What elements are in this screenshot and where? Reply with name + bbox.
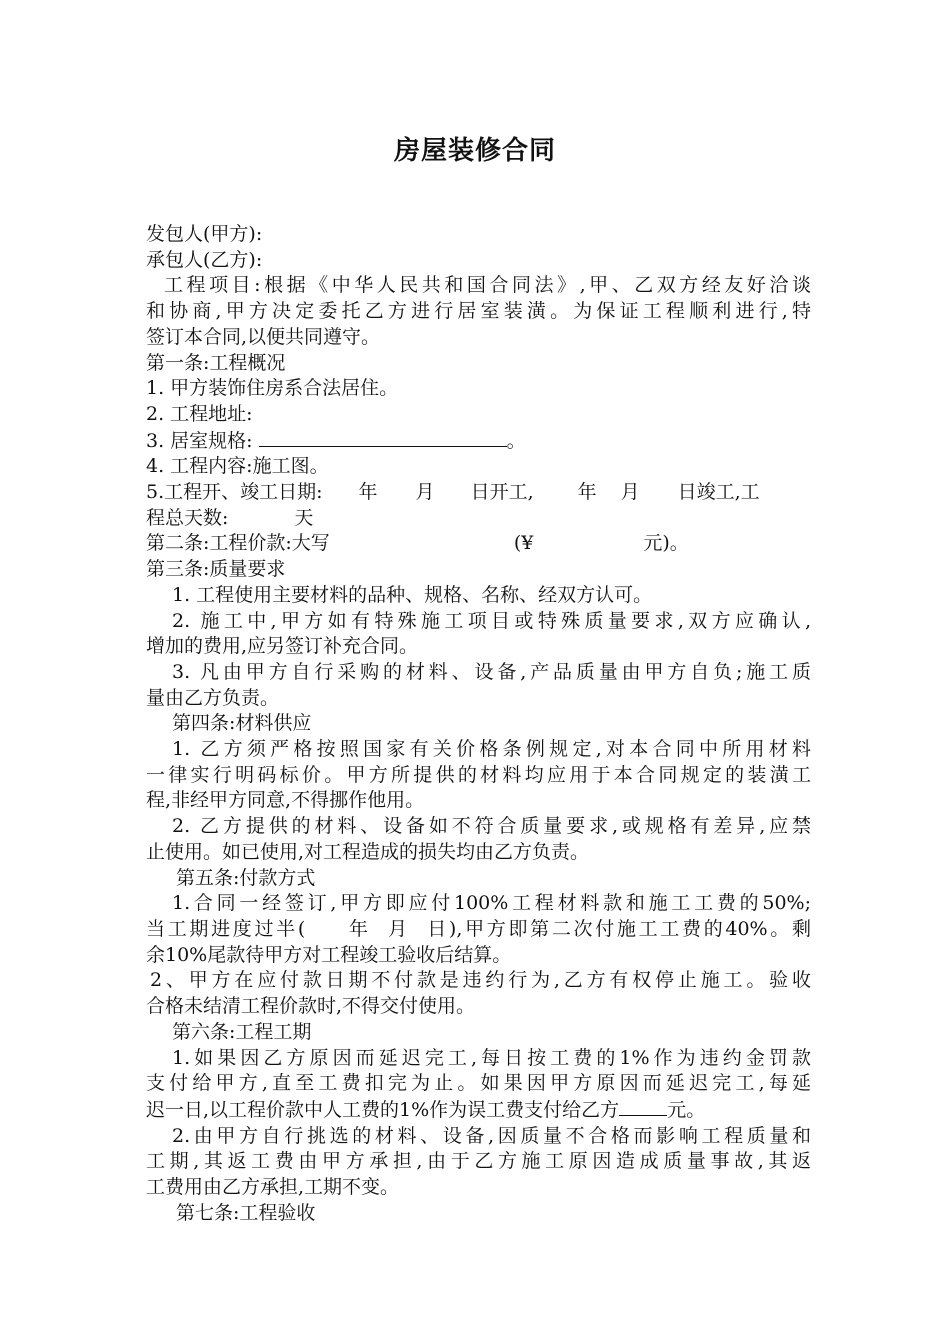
article-4-title: 第四条:材料供应 xyxy=(172,712,312,735)
end-year-label: 年 xyxy=(577,481,597,504)
article-6-item xyxy=(146,1097,811,1124)
document-title: 房屋装修合同 xyxy=(393,136,556,166)
article-1-item: 1. 甲方装饰住房系合法居住。 xyxy=(146,377,399,400)
article-2-line xyxy=(146,531,811,557)
total-days-label: 程总天数: xyxy=(146,506,229,529)
room-spec-blank xyxy=(259,428,507,447)
article-1-item xyxy=(146,428,811,455)
article-4-item: 2. 乙方提供的材料、设备如不符合质量要求,或规格有差异,应禁 xyxy=(172,815,811,838)
article-4-item: 止使用。如已使用,对工程造成的损失均由乙方负责。 xyxy=(146,840,590,863)
article-6-item: 工期,其返工费由甲方承担,由于乙方施工原因造成质量事故,其返 xyxy=(146,1150,811,1173)
delay-compensation-blank xyxy=(619,1097,667,1116)
price-yuan: 元)。 xyxy=(643,532,689,555)
article-4-item: 程,非经甲方同意,不得挪作他用。 xyxy=(146,789,425,812)
party-b-line: 承包人(乙方): xyxy=(146,248,263,271)
price-yen: (¥ xyxy=(513,532,534,555)
article-1-item xyxy=(146,480,811,506)
delay-compensation-unit: 元。 xyxy=(667,1098,706,1121)
article-3-item: 2. 施工中,甲方如有特殊施工项目或特殊质量要求,双方应确认, xyxy=(172,609,811,632)
article-7-title: 第七条:工程验收 xyxy=(176,1201,316,1224)
price-label: 第二条:工程价款:大写 xyxy=(146,532,330,555)
article-1-title: 第一条:工程概况 xyxy=(146,351,286,374)
start-month-label: 月 xyxy=(415,481,435,504)
preamble-line: 和协商,甲方决定委托乙方进行居室装潢。为保证工程顺利进行,特 xyxy=(146,300,811,323)
delay-compensation-text: 迟一日,以工程价款中人工费的1%作为误工费支付给乙方 xyxy=(146,1098,620,1121)
preamble-line: 工程项目:根据《中华人民共和国合同法》,甲、乙双方经友好洽谈 xyxy=(164,274,811,297)
party-a-line: 发包人(甲方): xyxy=(146,223,263,245)
schedule-label: 5.工程开、竣工日期: xyxy=(146,481,323,504)
article-3-item: 3. 凡由甲方自行采购的材料、设备,产品质量由甲方自负;施工质 xyxy=(172,660,811,683)
article-5-item: 当工期进度过半( 年 月 日),甲方即第二次付施工工费的40%。剩 xyxy=(146,917,811,940)
room-spec-label: 3. 居室规格: xyxy=(146,429,253,452)
article-3-item: 1. 工程使用主要材料的品种、规格、名称、经双方认可。 xyxy=(172,583,653,606)
article-3-title: 第三条:质量要求 xyxy=(146,558,286,581)
total-days-unit: 天 xyxy=(294,506,314,529)
article-3-item: 量由乙方负责。 xyxy=(146,686,280,709)
article-1-item: 2. 工程地址: xyxy=(146,402,253,425)
article-5-item: 2、甲方在应付款日期不付款是违约行为,乙方有权停止施工。验收 xyxy=(150,969,811,992)
article-4-item: 1. 乙方须严格按照国家有关价格条例规定,对本合同中所用材料 xyxy=(172,738,811,761)
article-5-item: 合格未结清工程价款时,不得交付使用。 xyxy=(146,995,476,1018)
article-1-item xyxy=(146,506,811,532)
preamble-line: 签订本合同,以便共同遵守。 xyxy=(146,325,381,348)
end-month-label: 月 xyxy=(620,481,640,504)
article-5-title: 第五条:付款方式 xyxy=(176,866,316,889)
article-3-item: 增加的费用,应另签订补充合同。 xyxy=(146,635,419,658)
article-1-item: 4. 工程内容:施工图。 xyxy=(146,455,329,478)
article-6-title: 第六条:工程工期 xyxy=(172,1020,312,1043)
end-day-label: 日竣工,工 xyxy=(677,481,760,504)
article-6-item: 工费用由乙方承担,工期不变。 xyxy=(146,1176,400,1199)
article-6-item: 2.由甲方自行挑选的材料、设备,因质量不合格而影响工程质量和 xyxy=(172,1124,811,1147)
start-day-label: 日开工, xyxy=(470,481,534,504)
room-spec-end: 。 xyxy=(506,429,526,452)
article-6-item: 1.如果因乙方原因而延迟完工,每日按工费的1%作为违约金罚款 xyxy=(172,1046,811,1069)
article-5-item: 余10%尾款待甲方对工程竣工验收后结算。 xyxy=(146,943,512,966)
article-4-item: 一律实行明码标价。甲方所提供的材料均应用于本合同规定的装潢工 xyxy=(146,763,811,786)
contract-body xyxy=(146,222,811,1226)
start-year-label: 年 xyxy=(358,481,378,504)
article-5-item: 1.合同一经签订,甲方即应付100%工程材料款和施工工费的50%; xyxy=(172,892,811,915)
article-6-item: 支付给甲方,直至工费扣完为止。如果因甲方原因而延迟完工,每延 xyxy=(146,1072,811,1095)
